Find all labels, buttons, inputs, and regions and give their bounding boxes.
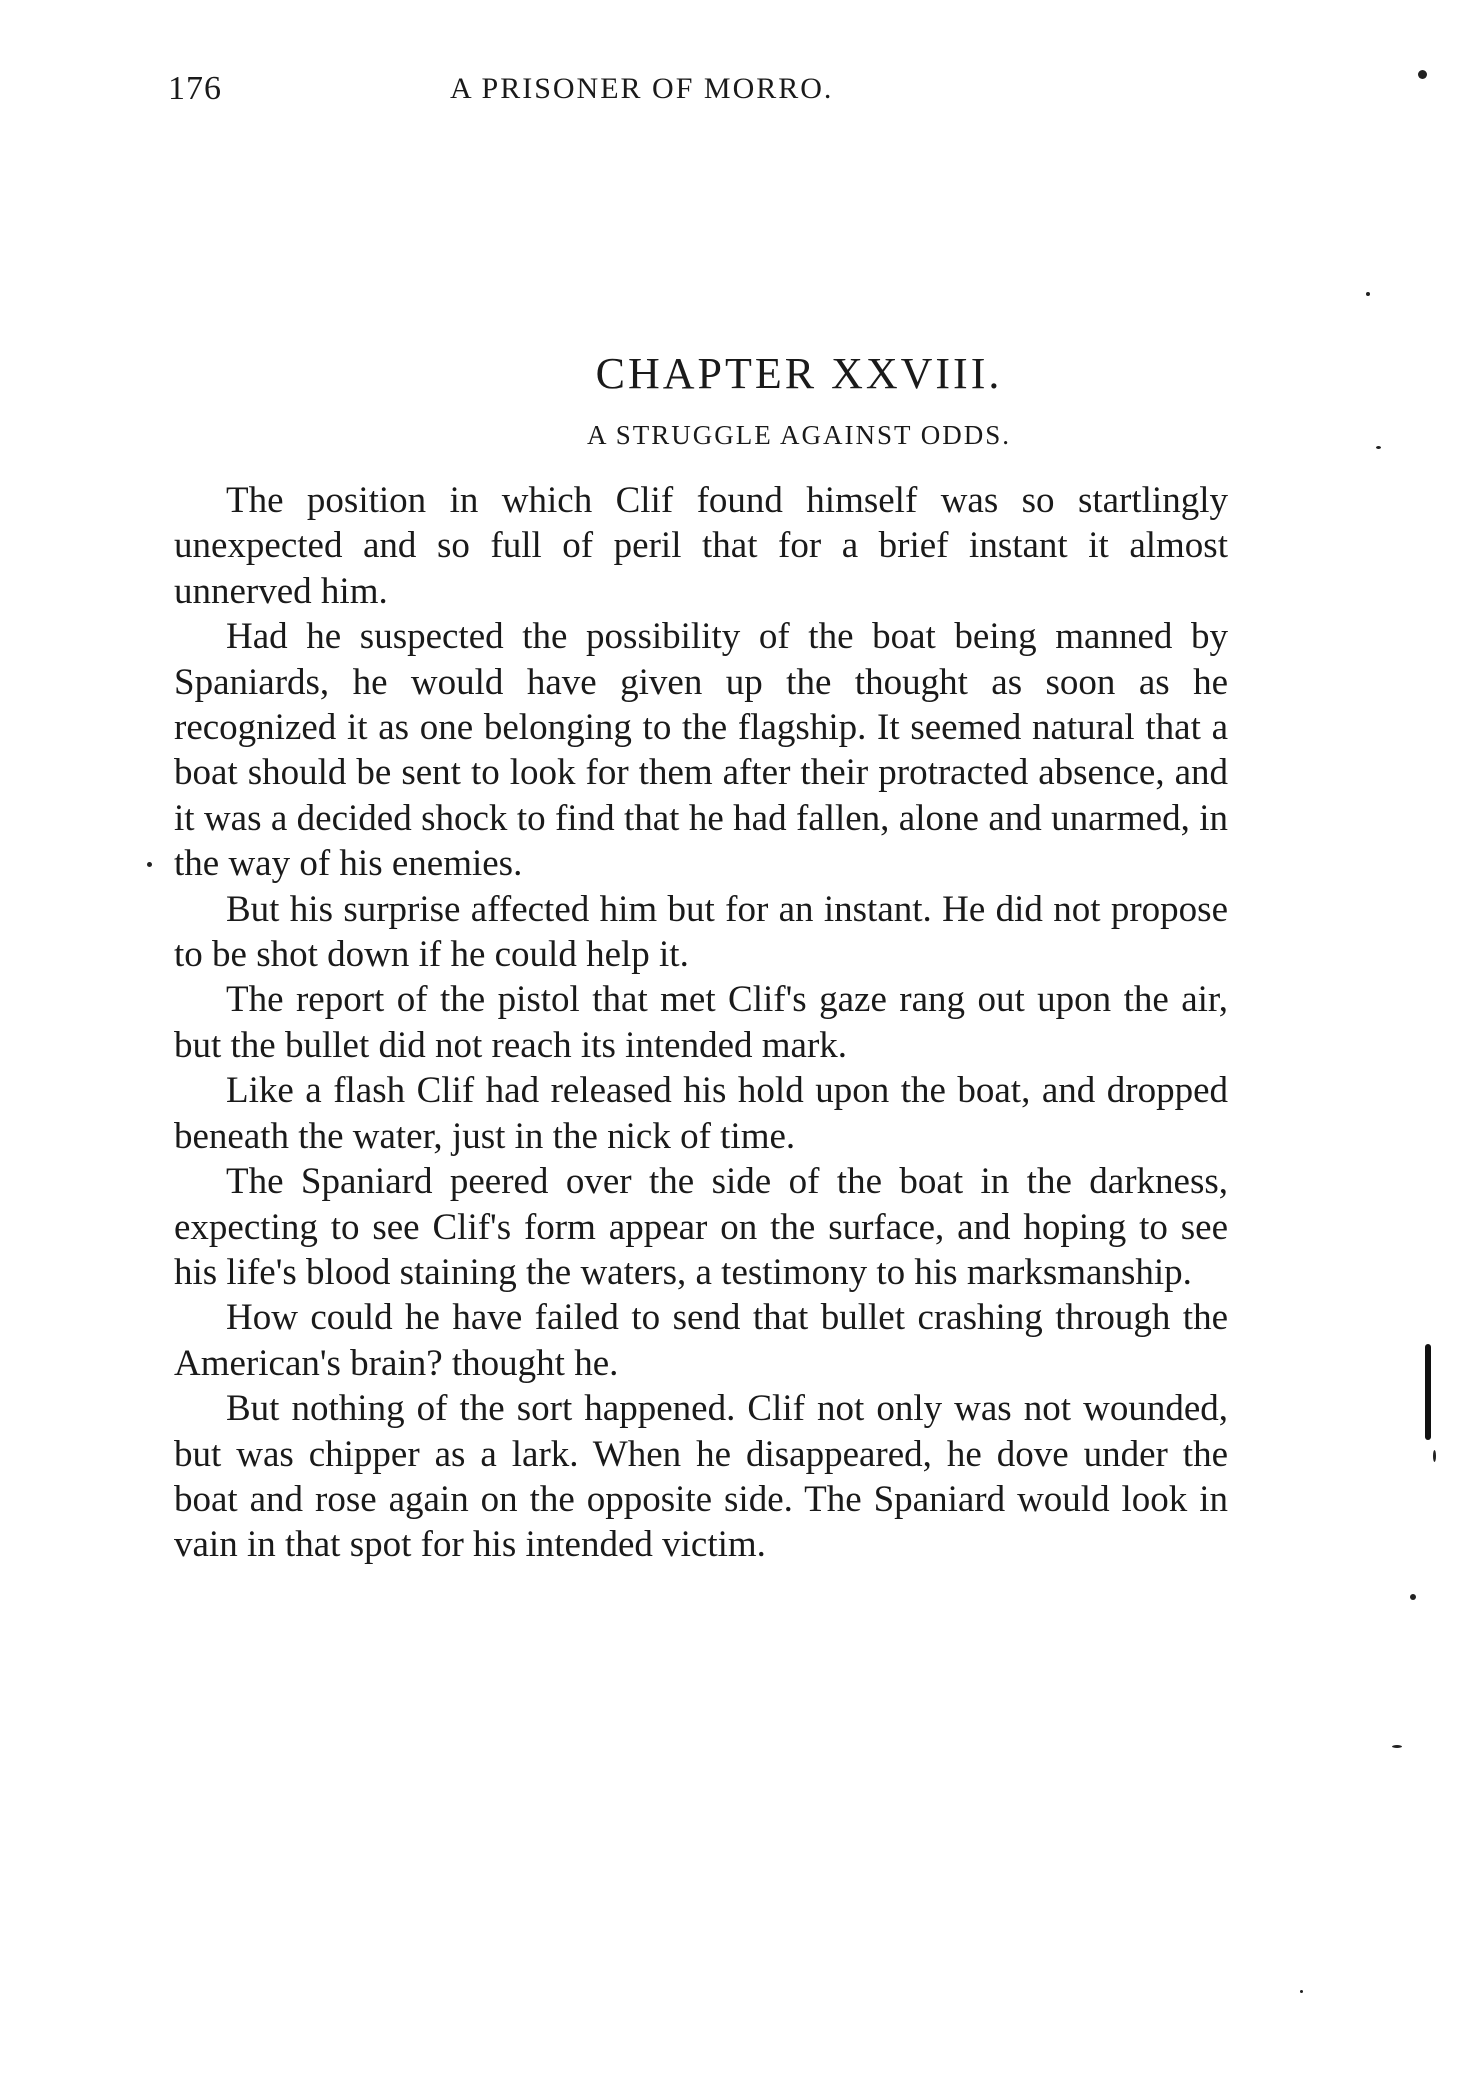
chapter-title: CHAPTER XXVIII. <box>595 349 1003 398</box>
scan-speck <box>1410 1594 1416 1600</box>
paragraph: Like a flash Clif had released his hold upon the boat, and dropped beneath the water, just in the nick of time. <box>174 1070 1228 1157</box>
scan-speck <box>1300 1990 1303 1993</box>
margin-mark <box>1425 1344 1431 1440</box>
paragraph: How could he have failed to send that bullet crashing through the American's brain? thought he. <box>174 1297 1228 1384</box>
scan-speck <box>1392 1745 1402 1748</box>
scan-speck <box>1433 1450 1436 1462</box>
body-text <box>174 478 1228 1568</box>
running-title: A PRISONER OF MORRO. <box>450 72 834 105</box>
paragraph: But his surprise affected him but for an instant. He did not propose to be shot down if he could help it. <box>174 888 1228 976</box>
page-header <box>0 70 1458 120</box>
scan-speck <box>1366 292 1370 296</box>
paragraph: The report of the pistol that met Clif's gaze rang out upon the air, but the bullet did not reach its intended mark. <box>174 979 1228 1066</box>
page-number: 176 <box>168 70 222 107</box>
scan-speck <box>1376 446 1381 449</box>
scan-speck <box>1418 70 1427 79</box>
paragraph: Had he suspected the possibility of the boat being manned by Spaniards, he would have given up the thought as soon as he recognized it as one belonging to the flagship. It seemed natural that a boat should be sent to look for them after their protracted absence, and it was a decided shock to find that he had fallen, alone and unarmed, in the way of his enemies. <box>174 616 1228 885</box>
paragraph: The Spaniard peered over the side of the boat in the darkness, expecting to see Clif's form appear on the surface, and hoping to see his life's blood staining the waters, a testimony to his marksmanship. <box>174 1161 1228 1293</box>
paragraph: The position in which Clif found himself was so startlingly unexpected and so full of peril that for a brief instant it almost unnerved him. <box>174 480 1228 612</box>
paragraph: But nothing of the sort happened. Clif not only was not wounded, but was chipper as a lark. When he disappeared, he dove under the boat and rose again on the opposite side. The Spaniard would look in vain in that spot for his intended victim. <box>174 1388 1228 1566</box>
scan-speck <box>147 862 152 867</box>
chapter-subtitle: A STRUGGLE AGAINST ODDS. <box>586 420 1012 450</box>
